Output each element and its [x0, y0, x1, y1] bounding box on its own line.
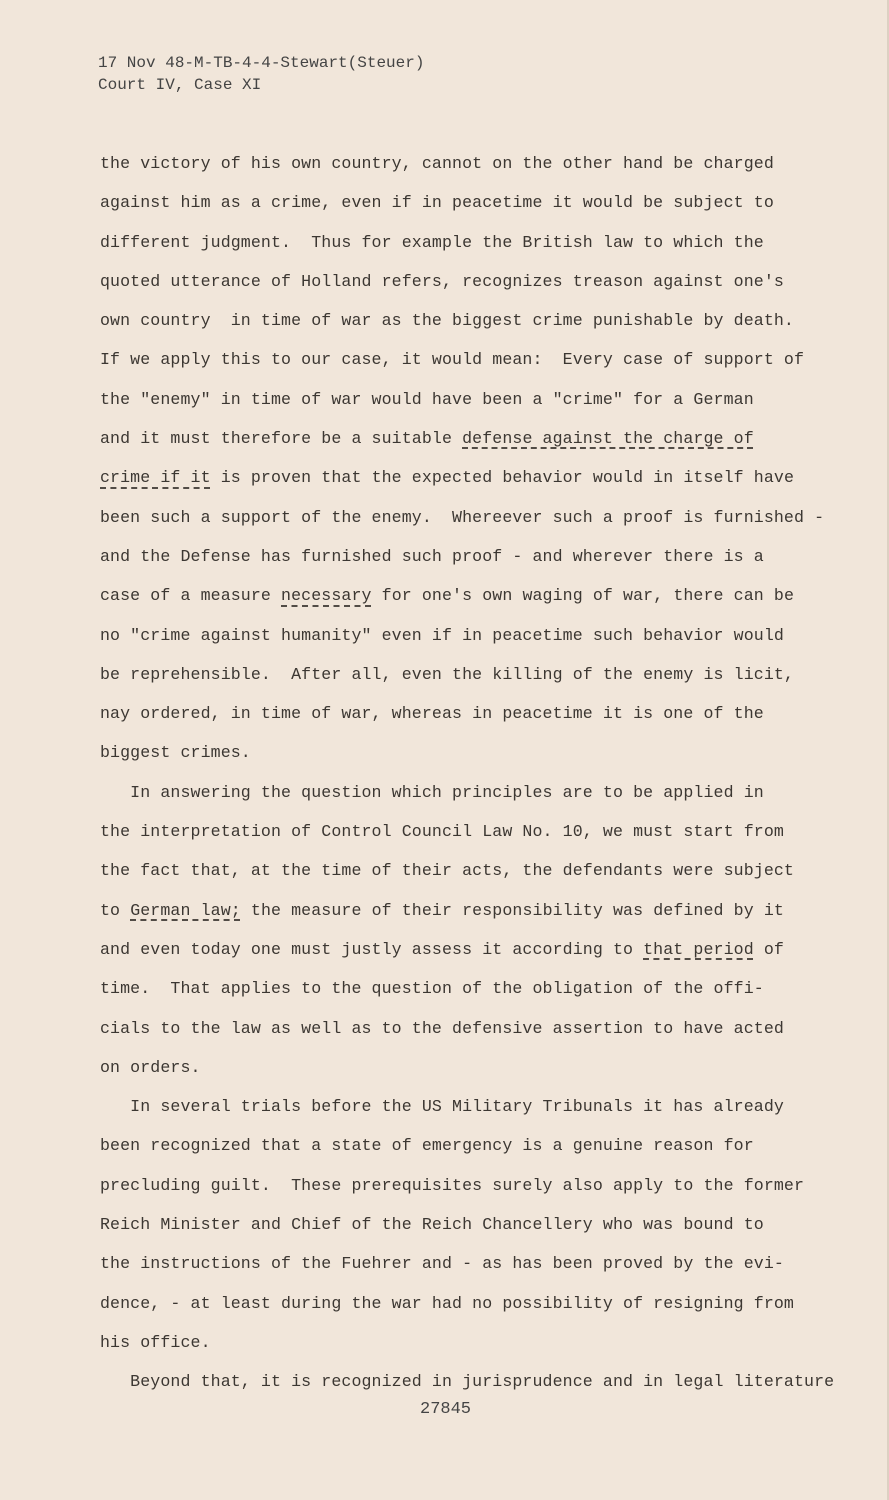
text-line — [100, 340, 820, 379]
header-reference: 17 Nov 48-M-TB-4-4-Stewart(Steuer) — [98, 54, 425, 72]
line-text: cials to the law as well as to the defensive assertion to have acted — [100, 1018, 784, 1038]
line-text: Beyond that, it is recognized in jurisprudence and in legal literature — [100, 1372, 835, 1392]
header-court: Court IV, Case XI — [98, 76, 262, 94]
underlined-phrase: defense against the charge of — [462, 429, 754, 449]
line-text: and even today one must justly assess it according to — [100, 939, 644, 959]
text-line — [100, 1087, 820, 1126]
text-line — [100, 576, 820, 615]
text-line — [100, 301, 820, 340]
text-line — [100, 1166, 820, 1205]
text-line — [100, 773, 820, 812]
text-line — [100, 1126, 820, 1165]
underlined-phrase: necessary — [281, 586, 372, 606]
text-line — [100, 144, 820, 183]
underlined-phrase: that period — [643, 939, 754, 959]
line-text: on orders. — [100, 1057, 201, 1077]
line-text: the interpretation of Control Council Law No. 10, we must start from — [100, 822, 784, 842]
line-text: against him as a crime, even if in peacetime it would be subject to — [100, 193, 774, 213]
text-line — [100, 1048, 820, 1087]
underlined-phrase: crime if it — [100, 468, 211, 488]
document-body — [100, 144, 835, 1402]
line-text: the victory of his own country, cannot on the other hand be charged — [100, 154, 774, 173]
text-line — [100, 1205, 820, 1244]
line-text: been recognized that a state of emergency is a genuine reason for — [100, 1136, 754, 1156]
line-text: case of a measure — [100, 586, 282, 606]
line-text: own country in time of war as the biggest crime punishable by death. — [100, 311, 794, 331]
text-line — [100, 655, 820, 694]
text-line — [100, 380, 820, 419]
text-line — [100, 616, 820, 655]
line-text: different judgment. Thus for example the British law to which the — [100, 232, 764, 252]
line-text: and it must therefore be a suitable — [100, 429, 463, 449]
text-line — [100, 969, 820, 1008]
text-line — [100, 1284, 820, 1323]
line-text: of — [753, 939, 784, 959]
text-line — [100, 851, 820, 890]
text-line — [100, 1009, 820, 1048]
text-line — [100, 262, 820, 301]
line-text: be reprehensible. After all, even the killing of the enemy is licit, — [100, 664, 794, 684]
page-number: 27845 — [420, 1400, 472, 1419]
text-line — [100, 812, 820, 851]
text-line — [100, 733, 820, 772]
document-header — [98, 52, 424, 96]
text-line — [100, 891, 820, 930]
text-line — [100, 1323, 820, 1362]
line-text: been such a support of the enemy. Whereever such a proof is furnished - — [100, 507, 825, 527]
text-line — [100, 537, 820, 576]
line-text: and the Defense has furnished such proof - and wherever there is a — [100, 546, 764, 566]
line-text: is proven that the expected behavior would in itself have — [210, 468, 794, 488]
line-text: precluding guilt. These prerequisites surely also apply to the former — [100, 1175, 805, 1195]
text-line — [100, 694, 820, 733]
line-text: to — [100, 900, 131, 920]
line-text: In answering the question which principles are to be applied in — [100, 782, 764, 802]
line-text: If we apply this to our case, it would mean: Every case of support of — [100, 350, 805, 370]
text-line — [100, 1244, 820, 1283]
text-line — [100, 1362, 835, 1401]
line-text: time. That applies to the question of the obligation of the offi- — [100, 979, 764, 999]
line-text: Reich Minister and Chief of the Reich Chancellery who was bound to — [100, 1215, 764, 1235]
text-line — [100, 458, 820, 497]
line-text: the "enemy" in time of war would have been a "crime" for a German — [100, 389, 754, 409]
text-line — [100, 223, 820, 262]
text-line — [100, 183, 820, 222]
line-text: dence, - at least during the war had no possibility of resigning from — [100, 1293, 794, 1313]
line-text: the fact that, at the time of their acts, the defendants were subject — [100, 861, 794, 881]
line-text: for one's own waging of war, there can be — [371, 586, 795, 606]
line-text: the measure of their responsibility was defined by it — [240, 900, 784, 920]
line-text: the instructions of the Fuehrer and - as has been proved by the evi- — [100, 1254, 784, 1274]
line-text: quoted utterance of Holland refers, recognizes treason against one's — [100, 271, 784, 291]
line-text: nay ordered, in time of war, whereas in peacetime it is one of the — [100, 704, 764, 724]
text-line — [100, 419, 820, 458]
line-text: his office. — [100, 1332, 211, 1352]
line-text: no "crime against humanity" even if in peacetime such behavior would — [100, 625, 784, 645]
text-line — [100, 930, 820, 969]
line-text: biggest crimes. — [100, 743, 251, 763]
text-line — [100, 498, 825, 537]
line-text: In several trials before the US Military Tribunals it has already — [100, 1097, 784, 1117]
underlined-phrase: German law; — [130, 900, 241, 920]
